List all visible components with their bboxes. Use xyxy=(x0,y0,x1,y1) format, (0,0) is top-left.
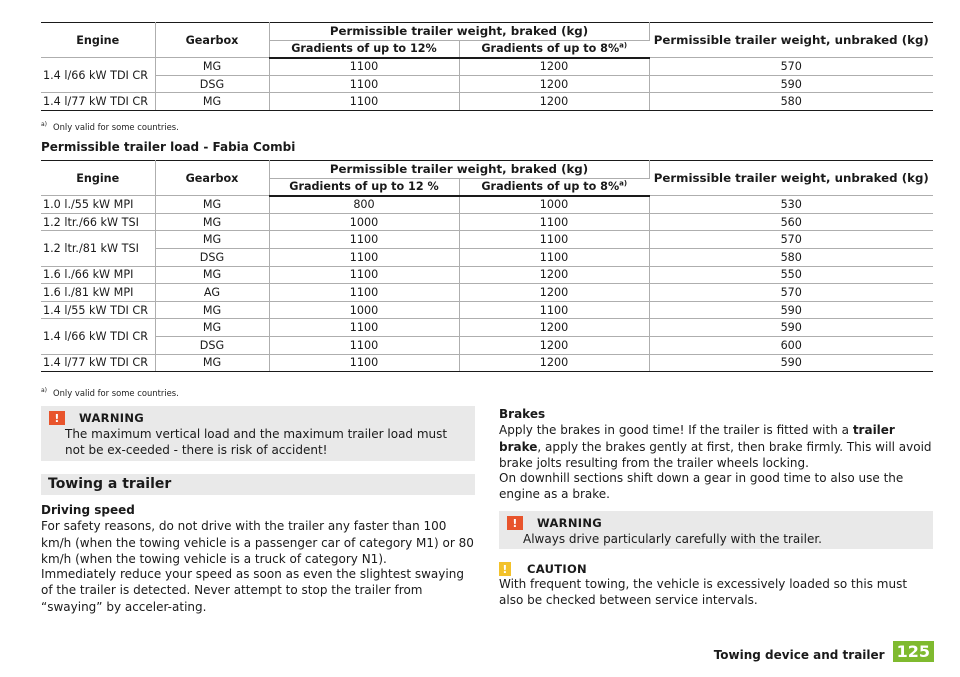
header-engine: Engine xyxy=(41,161,155,196)
cell-gradient-8: 1000 xyxy=(459,196,649,214)
trailer-weight-table-fabia-combi xyxy=(41,160,933,372)
cell-gearbox: MG xyxy=(155,58,269,76)
footnote-ref: a) xyxy=(619,41,628,50)
cell-engine: 1.4 l/77 kW TDI CR xyxy=(41,93,155,111)
table-row xyxy=(41,93,933,111)
cell-gradient-12: 1100 xyxy=(269,75,459,93)
cell-gradient-12: 1100 xyxy=(269,336,459,354)
cell-unbraked: 570 xyxy=(649,231,933,249)
warning-text: Always drive particularly carefully with the trailer. xyxy=(523,532,822,546)
cell-unbraked: 570 xyxy=(649,284,933,302)
header-braked: Permissible trailer weight, braked (kg) xyxy=(269,23,649,41)
header-gradient-12: Gradients of up to 12 % xyxy=(269,178,459,196)
cell-gearbox: MG xyxy=(155,93,269,111)
footnote-ref: a) xyxy=(619,179,628,188)
cell-gearbox: MG xyxy=(155,196,269,214)
header-gradient-12: Gradients of up to 12% xyxy=(269,40,459,58)
cell-unbraked: 560 xyxy=(649,213,933,231)
cell-gradient-12: 1100 xyxy=(269,93,459,111)
header-gearbox: Gearbox xyxy=(155,23,269,58)
driving-speed-section xyxy=(41,502,475,568)
cell-engine: 1.2 ltr./66 kW TSI xyxy=(41,213,155,231)
cell-gradient-8: 1200 xyxy=(459,58,649,76)
table-row xyxy=(41,266,933,284)
warning-label: WARNING xyxy=(537,516,602,530)
caution-label: CAUTION xyxy=(527,562,587,576)
table-row xyxy=(41,319,933,337)
sway-text: Immediately reduce your speed as soon as even the slightest swaying of the trailer is detected. Never attempt to stop the trailer from “swaying” by acceler-ating. xyxy=(41,567,464,614)
driving-speed-title: Driving speed xyxy=(41,503,135,517)
cell-gearbox: AG xyxy=(155,284,269,302)
table-row xyxy=(41,231,933,249)
trailer-brake-term: trailer brake xyxy=(499,423,895,454)
cell-gradient-12: 1100 xyxy=(269,248,459,266)
warning-text: The maximum vertical load and the maximum trailer load must not be ex-ceeded - there is risk of accident! xyxy=(65,427,448,457)
cell-gradient-8: 1100 xyxy=(459,248,649,266)
cell-engine: 1.4 l/66 kW TDI CR xyxy=(41,319,155,354)
cell-gearbox: MG xyxy=(155,231,269,249)
trailer-weight-table-1 xyxy=(41,22,933,111)
table-row xyxy=(41,75,933,93)
cell-gradient-8: 1200 xyxy=(459,319,649,337)
cell-gradient-8: 1200 xyxy=(459,336,649,354)
brakes-section xyxy=(499,406,933,472)
driving-speed-text: For safety reasons, do not drive with the trailer any faster than 100 km/h (when the towing vehicle is a passenger car of category M1) or 80 km/h (when the towing vehicle is a truck of category N1). xyxy=(41,519,474,567)
cell-gearbox: MG xyxy=(155,266,269,284)
cell-unbraked: 590 xyxy=(649,354,933,372)
cell-gearbox: DSG xyxy=(155,336,269,354)
warning-icon: ! xyxy=(507,516,523,530)
header-gradient-8: Gradients of up to 8%$^{a)}$ xyxy=(459,178,649,196)
cell-unbraked: 590 xyxy=(649,301,933,319)
chapter-label: Towing device and trailer xyxy=(713,648,885,662)
table-row xyxy=(41,354,933,372)
cell-gearbox: MG xyxy=(155,213,269,231)
warning-box-load xyxy=(41,406,475,461)
footnote-table-1: $^{a)}$ Only valid for some countries. xyxy=(41,121,179,132)
cell-gradient-12: 1100 xyxy=(269,354,459,372)
cell-gradient-8: 1200 xyxy=(459,93,649,111)
cell-gradient-12: 1100 xyxy=(269,58,459,76)
table-2-title: Permissible trailer load - Fabia Combi xyxy=(41,140,296,154)
cell-gradient-8: 1100 xyxy=(459,231,649,249)
warning-icon: ! xyxy=(49,411,65,425)
caution-header xyxy=(499,562,587,576)
cell-gearbox: DSG xyxy=(155,248,269,266)
cell-gradient-12: 1100 xyxy=(269,319,459,337)
cell-unbraked: 530 xyxy=(649,196,933,214)
cell-unbraked: 550 xyxy=(649,266,933,284)
cell-gradient-12: 1100 xyxy=(269,266,459,284)
cell-unbraked: 580 xyxy=(649,93,933,111)
table-row xyxy=(41,58,933,76)
caution-text: With frequent towing, the vehicle is excessively loaded so this must also be checked between service intervals. xyxy=(499,577,908,608)
cell-gradient-8: 1200 xyxy=(459,75,649,93)
cell-gearbox: MG xyxy=(155,301,269,319)
cell-engine: 1.4 l/77 kW TDI CR xyxy=(41,354,155,372)
footnote-table-2: $^{a)}$ Only valid for some countries. xyxy=(41,387,179,398)
cell-engine: 1.6 l./66 kW MPI xyxy=(41,266,155,284)
table-row xyxy=(41,213,933,231)
table-row xyxy=(41,301,933,319)
table-row xyxy=(41,336,933,354)
cell-engine: 1.6 l./81 kW MPI xyxy=(41,284,155,302)
table-row xyxy=(41,196,933,214)
cell-engine: 1.2 ltr./81 kW TSI xyxy=(41,231,155,266)
cell-gradient-12: 1000 xyxy=(269,213,459,231)
header-engine: Engine xyxy=(41,23,155,58)
cell-engine: 1.4 l/66 kW TDI CR xyxy=(41,58,155,93)
header-unbraked: Permissible trailer weight, unbraked (kg) xyxy=(649,23,933,58)
cell-gradient-8: 1200 xyxy=(459,354,649,372)
cell-unbraked: 600 xyxy=(649,336,933,354)
cell-gradient-8: 1200 xyxy=(459,284,649,302)
cell-gearbox: MG xyxy=(155,319,269,337)
section-title: Towing a trailer xyxy=(41,474,475,495)
header-braked: Permissible trailer weight, braked (kg) xyxy=(269,161,649,179)
cell-gearbox: MG xyxy=(155,354,269,372)
cell-gradient-12: 1100 xyxy=(269,284,459,302)
cell-unbraked: 580 xyxy=(649,248,933,266)
table-row xyxy=(41,284,933,302)
cell-unbraked: 570 xyxy=(649,58,933,76)
table-row xyxy=(41,248,933,266)
header-gradient-8: Gradients of up to 8%$^{a)}$ xyxy=(459,40,649,58)
cell-engine: 1.4 l/55 kW TDI CR xyxy=(41,301,155,319)
cell-unbraked: 590 xyxy=(649,319,933,337)
cell-gearbox: DSG xyxy=(155,75,269,93)
header-unbraked: Permissible trailer weight, unbraked (kg) xyxy=(649,161,933,196)
brakes-text: Apply the brakes in good time! If the trailer is fitted with a trailer brake, apply the brakes gently at first, then brake firmly. This will avoid brake jolts resulting from the trailer wheels locking. xyxy=(499,423,932,471)
header-gearbox: Gearbox xyxy=(155,161,269,196)
page-footer xyxy=(714,641,934,662)
warning-label: WARNING xyxy=(79,411,144,425)
cell-gradient-8: 1100 xyxy=(459,301,649,319)
cell-gradient-12: 1000 xyxy=(269,301,459,319)
downhill-text: On downhill sections shift down a gear in good time to also use the engine as a brake. xyxy=(499,471,904,502)
caution-icon: ! xyxy=(499,562,511,576)
warning-box-drive xyxy=(499,511,933,549)
cell-engine: 1.0 l./55 kW MPI xyxy=(41,196,155,214)
cell-gradient-8: 1100 xyxy=(459,213,649,231)
cell-gradient-12: 1100 xyxy=(269,231,459,249)
cell-gradient-8: 1200 xyxy=(459,266,649,284)
brakes-title: Brakes xyxy=(499,407,546,421)
cell-gradient-12: 800 xyxy=(269,196,459,214)
cell-unbraked: 590 xyxy=(649,75,933,93)
page-number: 125 xyxy=(893,641,934,662)
